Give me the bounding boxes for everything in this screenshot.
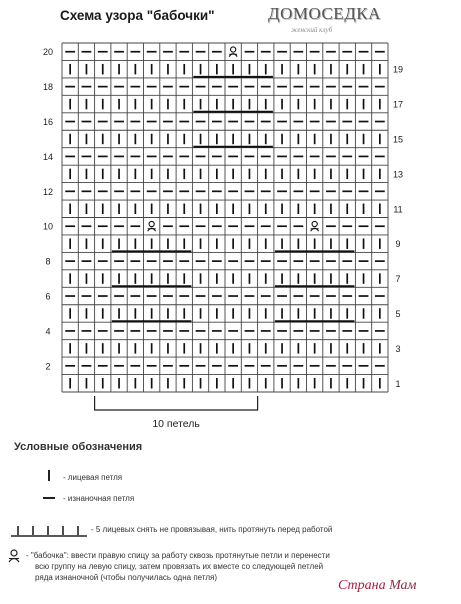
- legend-slip-label: - 5 лицевых снять не провязывая, нить протянуть перед работой: [91, 525, 333, 534]
- row-number-right: 19: [392, 64, 404, 75]
- butterfly-stitch: [229, 47, 237, 57]
- legend-title: Условные обозначения: [14, 441, 143, 453]
- repeat-label: 10 петель: [152, 418, 200, 430]
- legend-purl-label: - изнаночная петля: [63, 494, 135, 503]
- brand-subtitle: женский клуб: [291, 26, 333, 34]
- butterfly-icon: [8, 549, 20, 563]
- row-number-left: 4: [45, 326, 51, 337]
- row-number-right: 7: [395, 274, 401, 285]
- row-number-left: 18: [42, 82, 54, 93]
- knit-stitch-icon: [48, 470, 50, 481]
- slip-five-icon: [10, 525, 88, 537]
- row-number-right: 5: [395, 308, 401, 319]
- row-number-right: 3: [395, 343, 401, 354]
- legend-butterfly-line3: ряда изнаночной (чтобы получилась одна петля): [35, 573, 217, 582]
- row-number-left: 14: [42, 151, 54, 162]
- purl-stitch-icon: [43, 497, 55, 499]
- row-number-right: 13: [392, 169, 404, 180]
- row-number-right: 9: [395, 239, 401, 250]
- butterfly-stitch: [311, 221, 319, 231]
- legend-knit-label: - лицевая петля: [63, 473, 123, 482]
- watermark: Страна Мам: [338, 578, 417, 593]
- row-number-left: 16: [42, 117, 54, 128]
- row-number-right: 1: [395, 378, 401, 389]
- row-number-left: 20: [42, 47, 54, 58]
- row-number-right: 15: [392, 134, 404, 145]
- row-number-left: 6: [45, 291, 51, 302]
- row-number-right: 17: [392, 99, 404, 110]
- chart-title: Схема узора "бабочки": [60, 8, 215, 23]
- legend-butterfly-line2: всю группу на левую спицу, затем провязать их вместе со следующей петлей: [35, 562, 324, 571]
- repeat-bracket: [95, 396, 258, 410]
- brand-logo: ДОМОСЕДКА: [268, 4, 381, 23]
- legend-butterfly-line1: - "бабочка": ввести правую спицу за работу сквозь протянутые петли и перенести: [26, 551, 330, 560]
- row-number-left: 10: [42, 221, 54, 232]
- row-number-right: 11: [393, 204, 403, 215]
- butterfly-stitch: [148, 221, 156, 231]
- row-number-left: 2: [45, 361, 51, 372]
- row-number-left: 8: [45, 256, 51, 267]
- row-number-left: 12: [42, 186, 54, 197]
